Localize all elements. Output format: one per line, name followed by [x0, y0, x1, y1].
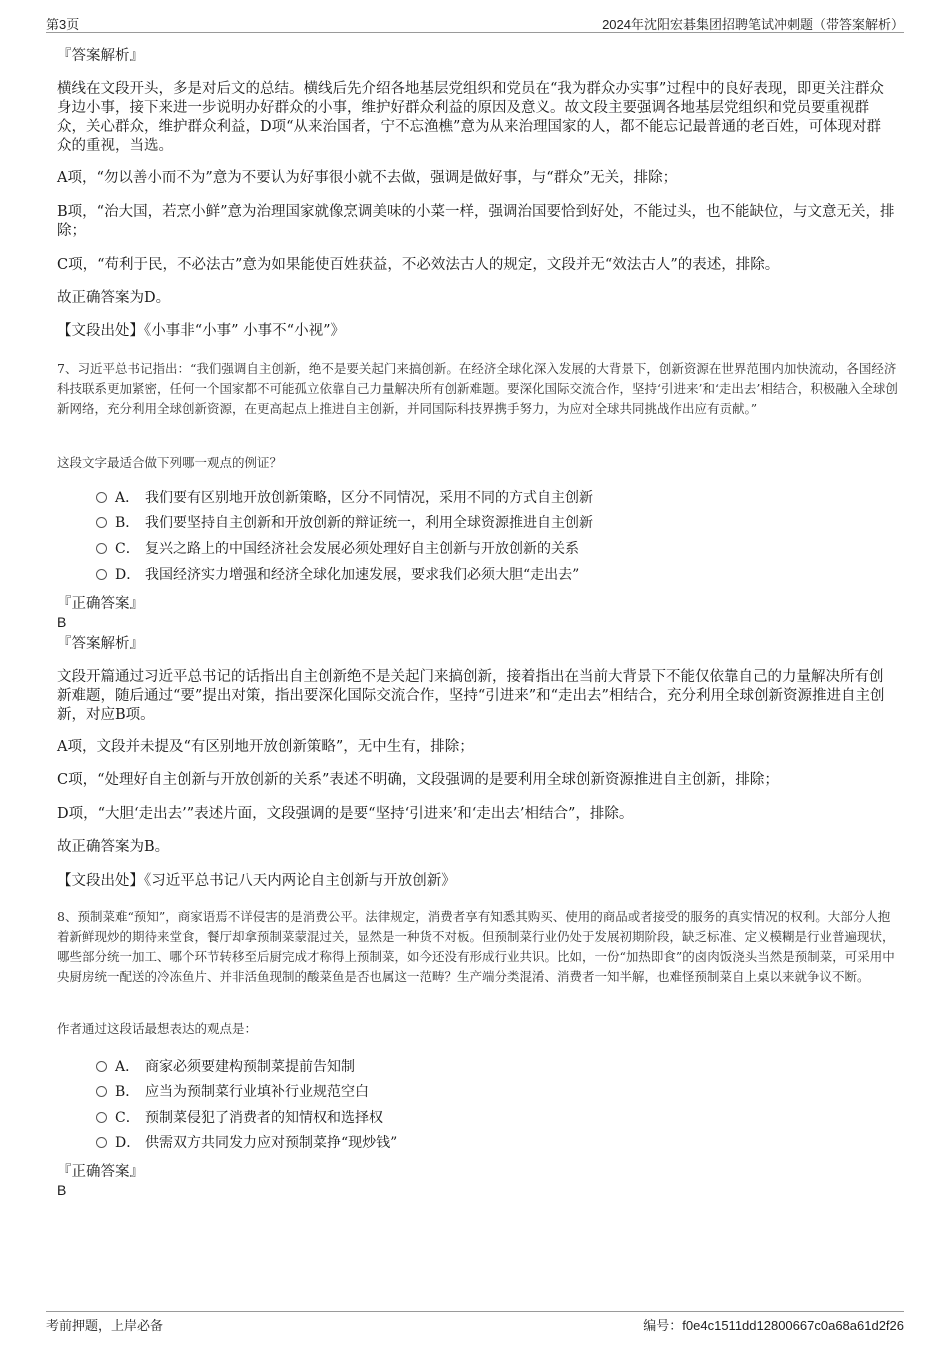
q7-option-d-letter: D．	[115, 567, 141, 583]
q7-option-c-letter: C．	[115, 541, 140, 557]
q8-option-c-text: 预制菜侵犯了消费者的知情权和选择权	[145, 1110, 383, 1126]
radio-icon[interactable]	[96, 1061, 107, 1072]
q7-option-b-text: 我们要坚持自主创新和开放创新的辩证统一，利用全球资源推进自主创新	[145, 515, 593, 531]
footer-slogan: 考前押题，上岸必备	[46, 1318, 164, 1333]
q6-source: 【文段出处】《小事非“小事” 小事不“小视”》	[57, 323, 346, 339]
q7-option-a-analysis: A项，文段并未提及“有区别地开放创新策略”，无中生有，排除；	[57, 739, 474, 755]
q8-answer: B	[57, 1182, 67, 1198]
q6-analysis-label: 『答案解析』	[57, 48, 144, 64]
q8-answer-label: 『正确答案』	[57, 1164, 144, 1180]
q8-option-a[interactable]	[96, 1057, 355, 1077]
q7-option-b-letter: B．	[115, 515, 140, 531]
q6-option-c-analysis: C项，“苟利于民，不必法古”意为如果能使百姓获益，不必效法古人的规定，文段并无“效法古人”的表述，排除。	[57, 257, 780, 273]
q7-answer-label: 『正确答案』	[57, 596, 144, 612]
q6-conclusion: 故正确答案为D。	[57, 290, 171, 306]
radio-icon[interactable]	[96, 492, 107, 503]
q6-option-b-analysis: B项，“治大国，若烹小鲜”意为治理国家就像烹调美味的小菜一样，强调治国要恰到好处，不能过头，也不能缺位，与文意无关，排除；	[57, 204, 895, 239]
q8-option-c-letter: C．	[115, 1110, 140, 1126]
q8-option-d-text: 供需双方共同发力应对预制菜挣“现炒钱”	[145, 1135, 398, 1151]
q8-option-b[interactable]	[96, 1082, 369, 1102]
q7-option-d-text: 我国经济实力增强和经济全球化加速发展，要求我们必须大胆“走出去”	[145, 567, 580, 583]
q7-option-d-analysis: D项，“大胆‘走出去’”表述片面，文段强调的是要“坚持‘引进来’和‘走出去’相结合”，排除。	[57, 806, 634, 822]
q7-answer: B	[57, 614, 67, 630]
q7-option-d[interactable]	[96, 565, 579, 585]
q8-option-b-text: 应当为预制菜行业填补行业规范空白	[145, 1084, 369, 1100]
q7-source: 【文段出处】《习近平总书记八天内两论自主创新与开放创新》	[57, 873, 456, 889]
q7-analysis: 文段开篇通过习近平总书记的话指出自主创新绝不是关起门来搞创新，接着指出在当前大背景下不能仅依靠自己的力量解决所有创新难题，随后通过“要”提出对策，指出要深化国际交流合作，坚持“引进来”和“走出去”相结合，充分利用全球创新资源推进自主创新，对应B项。	[57, 669, 885, 723]
q7-option-c-text: 复兴之路上的中国经济社会发展必须处理好自主创新与开放创新的关系	[145, 541, 579, 557]
radio-icon[interactable]	[96, 517, 107, 528]
document-id: 编号：f0e4c1511dd12800667c0a68a61d2f26	[643, 1318, 904, 1333]
q8-option-b-letter: B．	[115, 1084, 140, 1100]
page-header	[46, 12, 904, 33]
q7-conclusion: 故正确答案为B。	[57, 839, 170, 855]
radio-icon[interactable]	[96, 569, 107, 580]
q6-analysis: 横线在文段开头，多是对后文的总结。横线后先介绍各地基层党组织和党员在“我为群众办实事”过程中的良好表现，即更关注群众身边小事，接下来进一步说明办好群众的小事，维护好群众利益的原因及意义。故文段主要强调各地基层党组织和党员要重视群众，关心群众，维护群众利益，D项“从来治国者，宁不忘渔樵”意为从来治理国家的人，都不能忘记最普通的老百姓，可体现对群众的重视，当选。	[57, 81, 884, 154]
q7-question: 这段文字最适合做下列哪一观点的例证？	[57, 455, 283, 470]
q8-question: 作者通过这段话最想表达的观点是：	[57, 1021, 258, 1036]
q8-option-d-letter: D．	[115, 1135, 141, 1151]
q7-option-a-letter: A．	[115, 490, 140, 506]
page-footer	[46, 1311, 904, 1332]
radio-icon[interactable]	[96, 543, 107, 554]
q7-option-c-analysis: C项，“处理好自主创新与开放创新的关系”表述不明确，文段强调的是要利用全球创新资源推进自主创新，排除；	[57, 772, 779, 788]
q7-option-a-text: 我们要有区别地开放创新策略，区分不同情况，采用不同的方式自主创新	[145, 490, 593, 506]
radio-icon[interactable]	[96, 1086, 107, 1097]
q7-option-a[interactable]	[96, 488, 593, 508]
document-title: 2024年沈阳宏碁集团招聘笔试冲刺题（带答案解析）	[602, 17, 904, 32]
q8-option-d[interactable]	[96, 1133, 397, 1153]
q6-option-a-analysis: A项，“勿以善小而不为”意为不要认为好事很小就不去做，强调是做好事，与“群众”无关，排除；	[57, 170, 678, 186]
radio-icon[interactable]	[96, 1112, 107, 1123]
q8-option-a-text: 商家必须要建构预制菜提前告知制	[145, 1059, 355, 1075]
q7-analysis-label: 『答案解析』	[57, 636, 144, 652]
q8-option-c[interactable]	[96, 1108, 383, 1128]
q7-option-b[interactable]	[96, 513, 593, 533]
radio-icon[interactable]	[96, 1137, 107, 1148]
q7-option-c[interactable]	[96, 539, 579, 559]
q8-stem: 8、预制菜难“预知”，商家语焉不详侵害的是消费公平。法律规定，消费者享有知悉其购买、使用的商品或者接受的服务的真实情况的权利。大部分人抱着新鲜现炒的期待来堂食，餐厅却拿预制菜蒙混过关，显然是一种货不对板。但预制菜行业仍处于发展初期阶段，缺乏标准、定义模糊是行业普遍现状，哪些部分统一加工、哪个环节转移至后厨完成才称得上预制菜，如今还没有形成行业共识。比如，一份“加热即食”的卤肉饭浇头当然是预制菜，可采用中央厨房统一配送的冷冻鱼片、并非活鱼现制的酸菜鱼是否也属这一范畴？生产端分类混淆、消费者一知半解，也难怪预制菜自上桌以来就争议不断。	[57, 909, 895, 984]
q8-option-a-letter: A．	[115, 1059, 140, 1075]
q7-stem: 7、习近平总书记指出：“我们强调自主创新，绝不是要关起门来搞创新。在经济全球化深入发展的大背景下，创新资源在世界范围内加快流动，各国经济科技联系更加紧密，任何一个国家都不可能孤立依靠自己力量解决所有创新难题。要深化国际交流合作，坚持‘引进来’和‘走出去’相结合，积极融入全球创新网络，充分利用全球创新资源，在更高起点上推进自主创新，并同国际科技界携手努力，为应对全球共同挑战作出应有贡献。”	[57, 361, 898, 416]
page-number: 第3页	[46, 17, 80, 32]
